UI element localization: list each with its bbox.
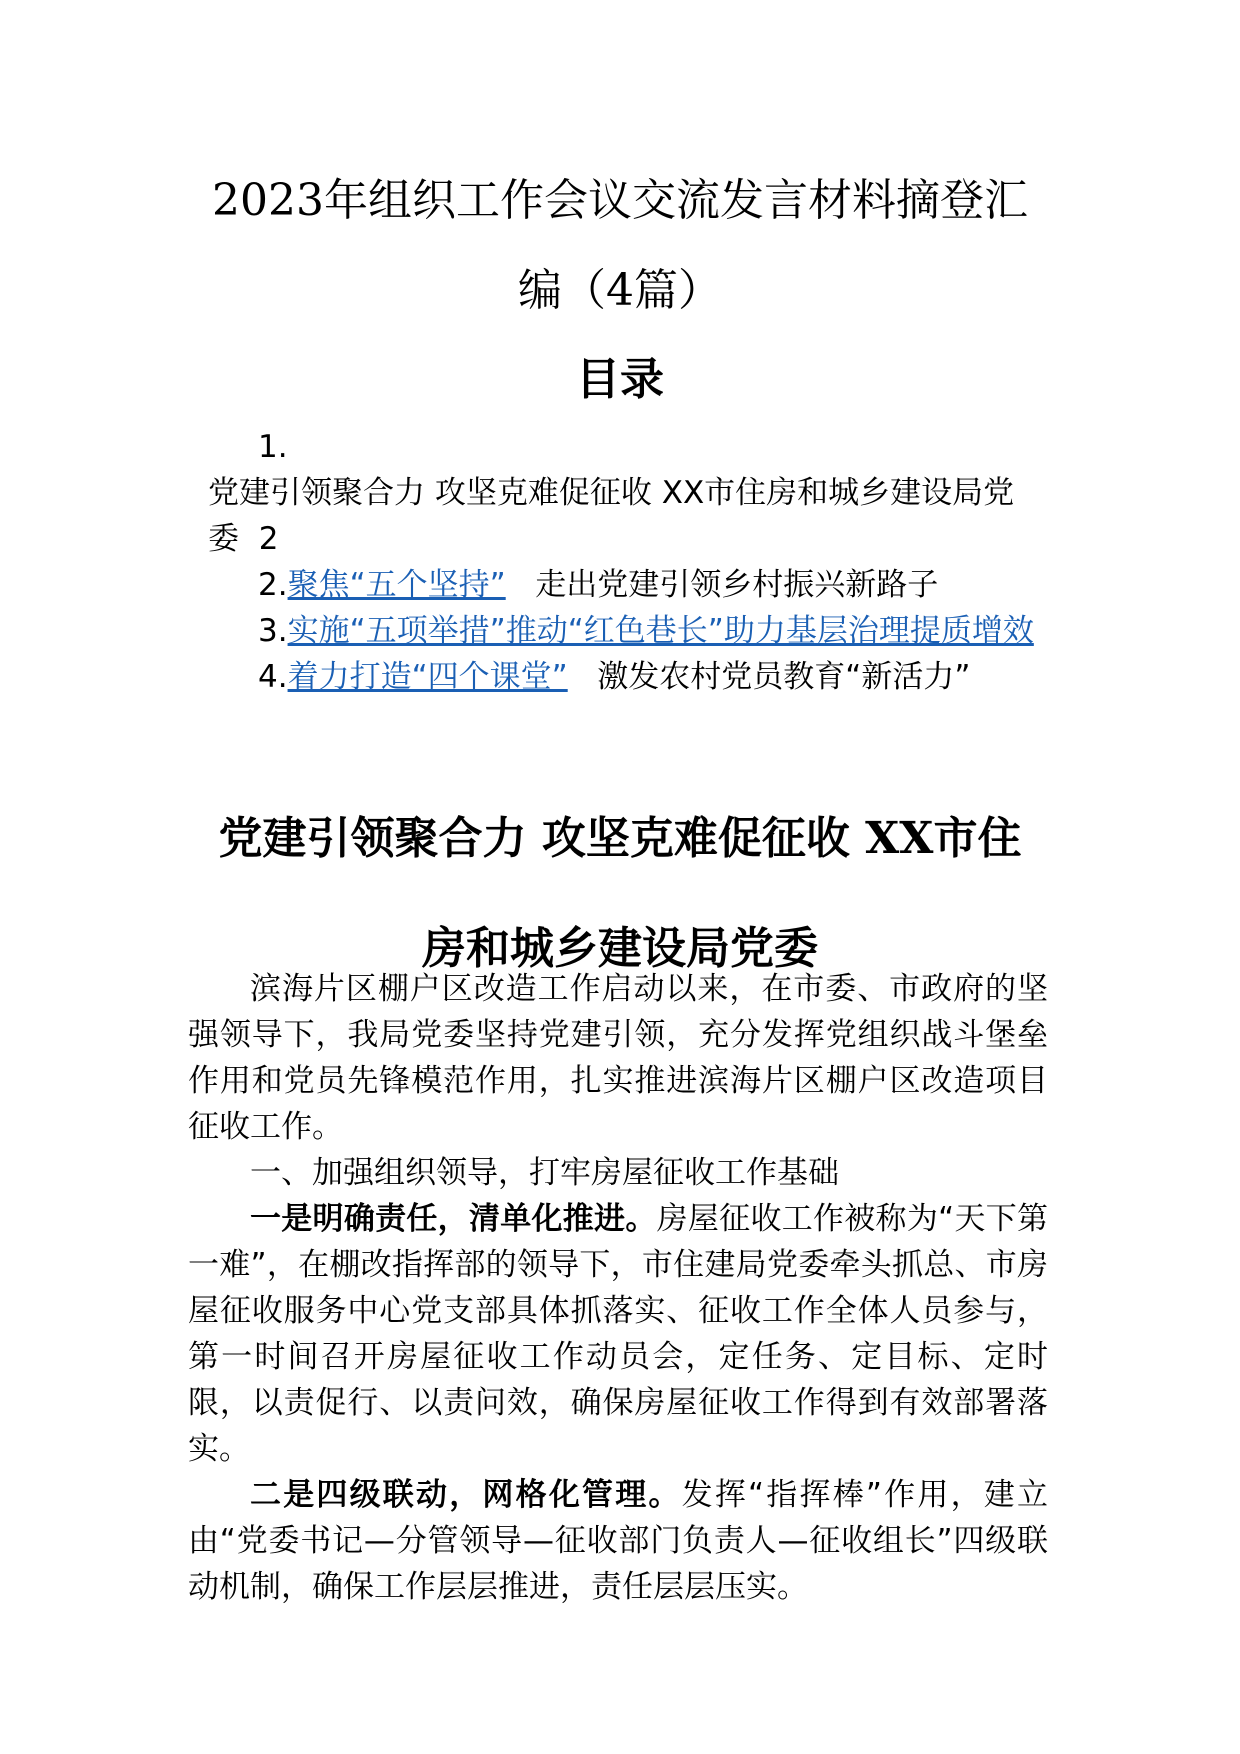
paragraph-intro: 滨海片区棚户区改造工作启动以来，在市委、市政府的坚强领导下，我局党委坚持党建引领，充分发挥党组织战斗堡垒作用和党员先锋模范作用，扎实推进滨海片区棚户区改造项目征收工作。 [188, 971, 1048, 1145]
paragraph-linkage-lead: 二是四级联动，网格化管理。 [250, 1477, 682, 1513]
section-title-line2: 房和城乡建设局党委 [422, 923, 818, 974]
document-title-line2: 编（4篇） [518, 265, 722, 316]
toc-item-4-number: 4. [258, 659, 288, 695]
toc-item-1-number: 1. [258, 429, 288, 465]
document-title-line1: 2023年组织工作会议交流发言材料摘登汇 [212, 175, 1028, 226]
paragraph-responsibility-lead: 一是明确责任，清单化推进。 [250, 1201, 657, 1237]
toc-item-2-link[interactable]: 聚焦“五个坚持” [287, 567, 506, 603]
toc-item-1[interactable] [188, 470, 1048, 562]
paragraph-linkage [188, 1472, 1048, 1610]
paragraph-linkage-text: 发挥“指挥棒”作用，建立由“党委书记—分管领导—征收部门负责人—征收组长”四级联动机制，确保工作层层推进，责任层层压实。 [188, 1477, 1048, 1605]
subheading-one: 一、加强组织领导，打牢房屋征收工作基础 [250, 1155, 839, 1191]
table-of-contents [188, 424, 1048, 700]
toc-item-3 [188, 608, 1048, 654]
toc-item-2 [188, 562, 1048, 608]
toc-item-1-page: 2 [258, 521, 279, 557]
section-body [188, 966, 1048, 1610]
toc-item-3-number: 3. [258, 613, 288, 649]
toc-item-4-rest: 激发农村党员教育“新活力” [597, 659, 971, 695]
paragraph-responsibility [188, 1196, 1048, 1472]
toc-item-4-link[interactable]: 着力打造“四个课堂” [287, 659, 568, 695]
toc-item-1-text: 党建引领聚合力 攻坚克难促征收 XX市住房和城乡建设局党委 [208, 475, 1015, 557]
section-title-line1: 党建引领聚合力 攻坚克难促征收 XX市住 [218, 813, 1022, 864]
toc-item-2-rest: 走出党建引领乡村振兴新路子 [535, 567, 939, 603]
paragraph-responsibility-text: 房屋征收工作被称为“天下第一难”，在棚改指挥部的领导下，市住建局党委牵头抓总、市房屋征收服务中心党支部具体抓落实、征收工作全体人员参与，第一时间召开房屋征收工作动员会，定任务、定目标、定时限，以责促行、以责问效，确保房屋征收工作得到有效部署落实。 [188, 1201, 1048, 1467]
toc-heading: 目录 [576, 354, 664, 405]
toc-item-3-link[interactable]: 实施“五项举措”推动“红色巷长”助力基层治理提质增效 [287, 613, 1034, 649]
toc-item-4 [188, 654, 1048, 700]
toc-item-2-number: 2. [258, 567, 288, 603]
